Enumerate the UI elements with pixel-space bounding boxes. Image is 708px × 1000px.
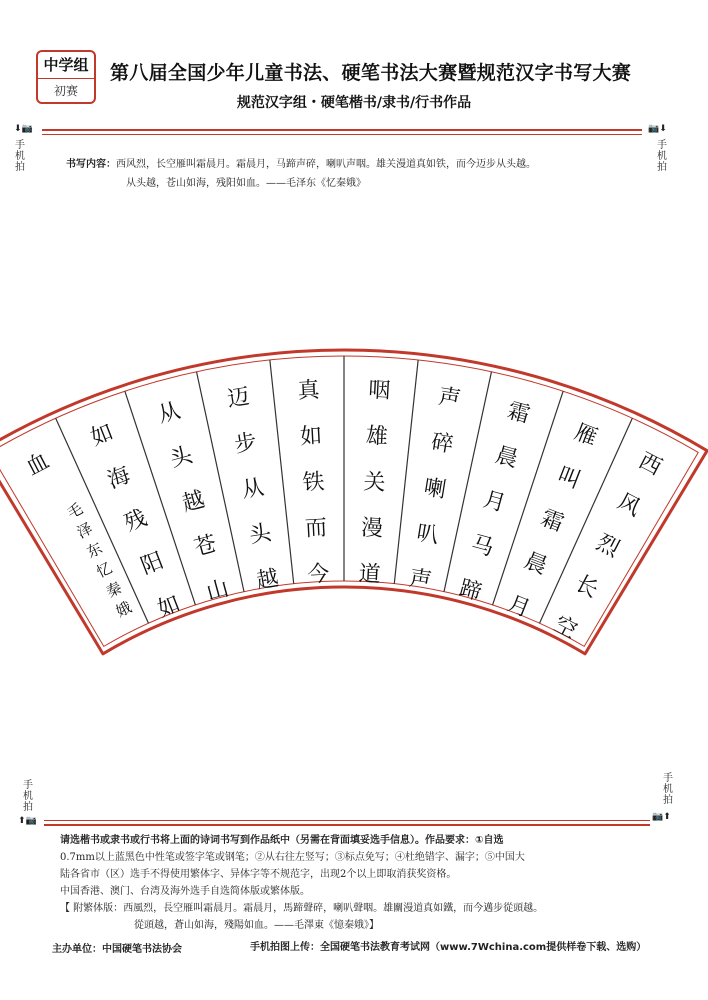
fan-char: 铁: [301, 469, 326, 496]
side-label-left: 手 机 拍: [15, 140, 25, 173]
badge-group: 中学组: [38, 52, 94, 79]
fan-char: 真: [297, 377, 321, 405]
fan-char: 如: [154, 591, 184, 623]
organizer: 主办单位：中国硬笔书法协会: [52, 944, 182, 955]
fan-char: 迈: [225, 384, 252, 413]
req-line-4: 中国香港、澳门、台湾及海外选手自选简体版或繁体版。: [60, 886, 310, 897]
camera-icon: 📷⬇: [648, 124, 667, 134]
fan-char: 从: [240, 475, 266, 504]
fan-char: 海: [104, 462, 134, 494]
fan-char: 烈: [592, 530, 624, 563]
fan-char: 道: [357, 561, 382, 588]
fan-char: 从: [155, 398, 184, 429]
fan-char: 声: [436, 384, 463, 413]
fan-char: 霜: [504, 398, 533, 429]
req-trad-2: 從頭越，蒼山如海，殘陽如血。——毛澤東《憶秦娥》】: [134, 920, 379, 931]
fan-outer-border: [0, 350, 707, 654]
badge-stage: 初赛: [53, 84, 78, 98]
fan-char: 头: [247, 520, 274, 549]
fan-char: 马: [468, 531, 497, 562]
signature-char: 秦: [103, 578, 125, 602]
fan-char: 咽: [367, 377, 391, 405]
fan-char: 而: [304, 515, 328, 542]
fan-char: 碎: [429, 429, 456, 458]
fan-char: 今: [306, 561, 331, 588]
fan-char: 残: [120, 505, 151, 537]
fan-char: 长: [571, 570, 603, 604]
req-line-1: 请选楷书或隶书或行书将上面的诗词书写到作品纸中（另需在背面填妥选手信息）。作品要求：①自选: [60, 835, 504, 846]
camera-icon: 📷⬆: [652, 812, 671, 822]
fan-divider: [394, 360, 418, 584]
fan-char: 血: [22, 448, 54, 481]
signature-char: 泽: [74, 519, 96, 542]
bottom-rule-thin: [44, 820, 650, 821]
signature-char: 东: [83, 538, 106, 562]
fan-char: 风: [613, 489, 645, 522]
side-label-bottom-left: 手 机 拍: [23, 780, 33, 813]
fan-char: 雁: [570, 419, 601, 452]
fan-char: 叭: [414, 520, 441, 549]
fan-char: 山: [203, 575, 232, 606]
upload-info: 手机拍图上传：全国硬笔书法教育考试网（www.7Wchina.com提供样卷下载、选购）: [250, 942, 647, 953]
side-label-bottom-right: 手 机 拍: [663, 773, 673, 806]
fan-char: 如: [299, 423, 323, 450]
fan-char: 漫: [360, 515, 384, 542]
page-title: 第八届全国少年儿童书法、硬笔书法大赛暨规范汉字书写大赛: [110, 62, 632, 84]
req-line-2: 0.7mm以上蓝黑色中性笔或签字笔或钢笔；②从右往左竖写；③标点免写；④杜绝错字、漏字；⑤中国大: [60, 852, 525, 863]
side-label-right: 手 机 拍: [657, 140, 667, 173]
fan-char: 空: [549, 611, 581, 645]
fan-char: 晨: [520, 548, 551, 580]
signature-char: 毛: [64, 499, 86, 523]
camera-icon: ⬇📷: [14, 124, 33, 134]
fan-char: 头: [167, 442, 196, 473]
fan-char: 叫: [554, 462, 584, 494]
fan-char: 越: [179, 487, 208, 518]
signature-char: 娥: [113, 598, 135, 621]
fan-char: 霜: [537, 505, 568, 537]
requirements: [60, 832, 680, 934]
fan-char: 雄: [365, 423, 389, 450]
fan-char: 声: [407, 566, 434, 595]
content-label: 书写内容：: [66, 159, 116, 170]
req-line-3: 陆各省市（区）选手不得使用繁体字、异体字等不规范字，出现2个以上即取消获奖资格。: [60, 869, 457, 880]
fan-frame: [0, 350, 707, 654]
bottom-rule: [44, 824, 650, 826]
fan-char: 阳: [137, 548, 168, 580]
fan-char: 晨: [492, 442, 521, 473]
fan-char: 月: [480, 487, 509, 518]
fan-char: 月: [504, 591, 534, 623]
content-line-1: 书写内容：西风烈，长空雁叫霜晨月。霜晨月，马蹄声碎，喇叭声咽。雄关漫道真如铁，而今迈步从头越。: [66, 159, 536, 170]
fan-char: 关: [362, 469, 387, 496]
fan-char: 苍: [191, 531, 220, 562]
fan-divider: [270, 360, 294, 584]
fan-char: 西: [634, 448, 666, 481]
fan-char: 越: [254, 566, 281, 595]
fan-char: 如: [87, 419, 118, 452]
fan-char: 步: [232, 429, 259, 458]
fan-char: 蹄: [456, 575, 485, 606]
page-subtitle: 规范汉字组・硬笔楷书/隶书/行书作品: [236, 95, 472, 111]
req-trad-1: 【 附繁体版：西風烈，長空雁叫霜晨月。霜晨月，馬蹄聲碎，喇叭聲咽。雄關漫道真如鐵，而今邁步從頭越。: [60, 903, 544, 914]
fan-inner-border: [0, 356, 698, 646]
fan-char: 喇: [422, 475, 448, 504]
camera-icon: ⬆📷: [18, 816, 37, 826]
signature-char: 忆: [93, 558, 115, 582]
content-line-2: 从头越，苍山如海，残阳如血。——毛泽东《忆秦娥》: [126, 178, 366, 189]
